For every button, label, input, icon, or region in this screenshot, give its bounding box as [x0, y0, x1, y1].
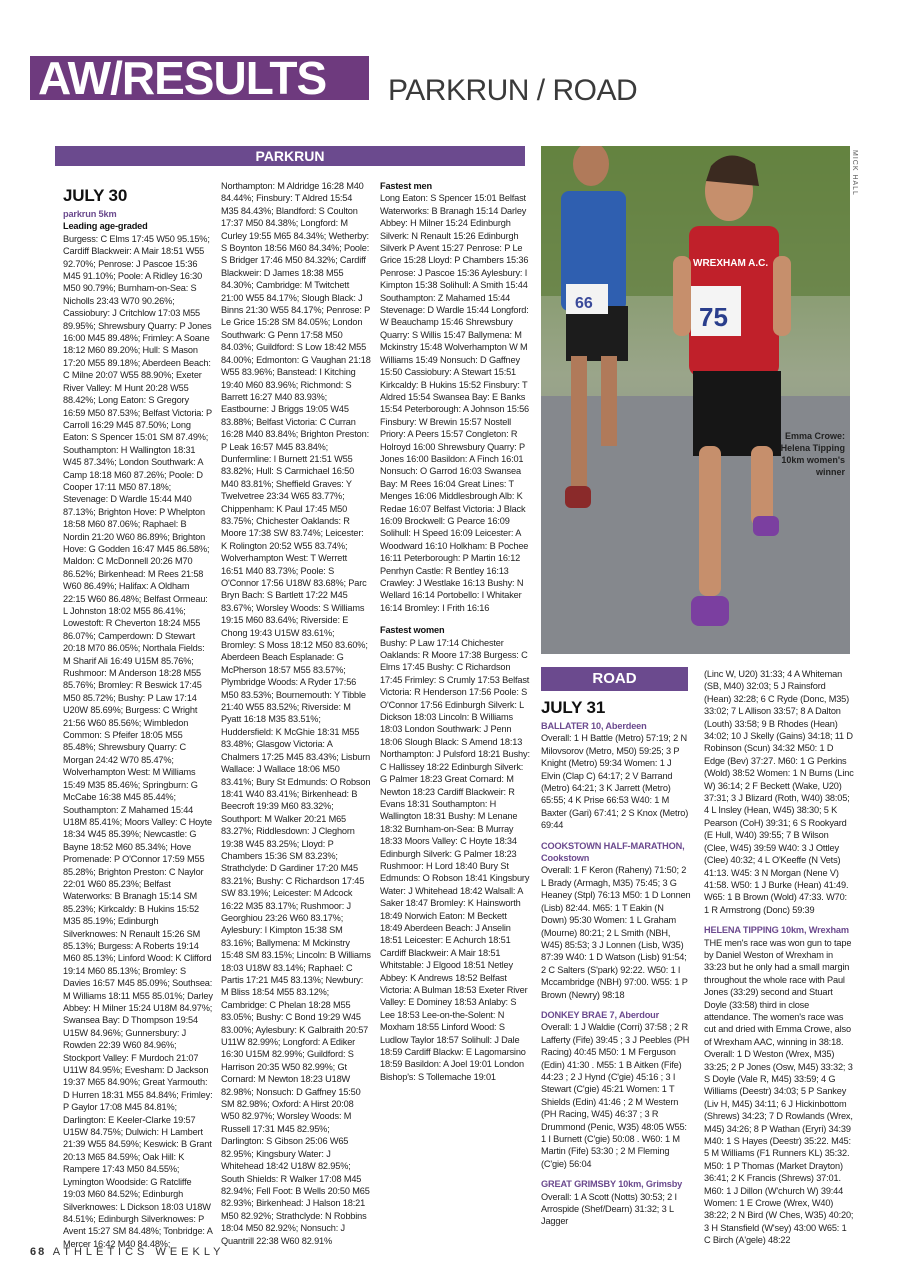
page-number: 68 — [30, 1246, 47, 1258]
road-banner: ROAD — [541, 667, 688, 691]
race-results: (Linc W, U20) 31:33; 4 A Whiteman (SB, M40) 32:03; 5 J Rainsford (Hean) 32:28; 6 C Ryde (Donc, M35) 33:02; 7 L Allison 33:57; 8 A Dalton (Louth) 33:58; 9 B Rhodes (Hean) 34:02; 10 J Skelly (Gains) 34:18; 11 D Robinson (Scun) 34:32 M50: 1 D Edge (Bev) 37:27. M60: 1 G Perkins (Wold) 38:52 Women: 1 N Burns (Linc W) 36:14; 2 F Beckett (Wake, U20) 37:31; 3 J Blizard (Roth, W40) 38:05; 4 L Insley (Hean, W45) 38:30; 5 K Pearson (CoH) 39:31; 6 S Rookyard (E Hull, W40) 39:55; 7 B Wilson (Clee, W45) 39:59 W40: 3 J Ottley (Clee) 40:32; 4 L O'Keeffe (N Vets) 41:13. W45: 3 N Morgan (Nene V) 41:58. W50: 1 J Burke (Hean) 41:49. W65: 1 B Brown (Wold) 47:33. W70: 1 R Armstrong (Donc) 59:39 — [704, 669, 854, 915]
vest-club-text: WREXHAM A.C. — [693, 258, 769, 269]
parkrun-column-2 — [221, 180, 371, 1247]
results-text: Burgess: C Elms 17:45 W50 95.15%; Cardiff Blackweir: A Mair 18:51 W55 92.70%; Penrose: J Pascoe 15:36 M45 91.10%; Poole: A Ridley 16:30 M50 90.79%; Burnham-on-Sea: S Nicholls 23:43 W70 90.26%; Cassiobury: J Critchlow 17:03 M55 89.95%; Shrewsbury Quarry: P Jones 16:00 M45 89.48%; Frimley: A Soane 18:12 M60 89.20%; Hull: S Mason 17:20 M55 89.18%; Aberdeen Beach: C Milne 20:07 W55 88.90%; Exeter River Valley: M Hunt 20:28 W55 88.42%; Long Eaton: S Gregory 16:59 M50 87.53%; Belfast Victoria: P Carroll 16:29 M45 87.50%; Long Eaton: S Spencer 15:01 SM 87.49%; Southampton: H Wallington 18:31 W45 87.34%; London Southwark: A Camp 18:18 M60 87.26%; Poole: D Cooper 17:11 M50 87.18%; Stevenage: D Wardle 15:44 M40 87.13%; Brighton Hove: P Whelpton 18:58 M60 87.06%; Raphael: B Nordin 21:20 W60 86.89%; Brighton Hove: G Godden 16:47 M45 86.58%; Maldon: C McDonnell 20:26 M70 86.52%; Birkenhead: M Rees 21:58 W60 86.49%; Halifax: A Oldham 22:15 W60 86.48%; Belfast Ormeau: L Johnston 18:02 M55 86.41%; Lowestoft: R Cheverton 18:24 M55 86.07%; Camperdown: D Stewart 20:18 M70 86.05%; Northala Fields: M Sharif Ali 16:49 U15M 85.76%; Rushmoor: M Anderson 18:28 M55 85.76%; Bromley: R Beswick 17:45 M50 85.72%; Bushy: P Law 17:14 U20W 85.69%; Burgess: C Wright 21:56 W60 85.56%; Wimbledon Common: S Pfeifer 18:05 M55 85.48%; Shrewsbury Quarry: C Morgan 24:42 W70 85.47%; Wolverhampton West: M Williams 15:49 M35 85.46%; Springburn: G McCabe 16:38 M45 85.44%; Southampton: Z Mahamed 15:44 U18M 85.41%; Moors Valley: C Hoyte 18:34 W45 85.39%; Newcastle: G Bayne 18:52 M60 85.34%; Hove Promenade: P O'Connor 17:59 M55 85.28%; Brighton Preston: C Naylor 22:01 W60 85.23%; Belfast Waterworks: B Branagh 15:14 SM 85.23%; Kirkcaldy: B Hukins 15:52 M35 85.19%; Edinburgh Silverknowes: N Renault 15:26 SM 85.13%; Burgess: A Roberts 19:14 M60 85.13%; Linford Wood: K Clifford 19:14 M60 85.13%; Bromley: S Davies 16:57 M45 85.09%; Southsea: M Williams 18:11 M55 85.01%; Darley Abbey: H Milner 15:24 U18M 84.97%; Swansea Bay: D Thompson 19:54 U15W 84.96%; Gunnersbury: J Rowden 22:39 W60 84.96%; Stockport Valley: F Murdoch 21:07 U11W 84.95%; Evesham: D Jackson 19:37 M65 84.90%; Great Yarmouth: D Hurren 18:31 M55 84.84%; Frimley: P Gaylor 17:08 M45 84.81%; Darlington: E Keeler-Clarke 19:57 U15W 84.75%; Dulwich: H Lambert 21:39 W55 84.59%; Keswick: B Grant 20:13 M65 84.59%; Oak Hill: K Rampere 17:43 M50 84.55%; Lymington Woodside: G Ratcliffe 19:03 M60 84.52%; Edinburgh Silverknowes: L Dickson 18:03 U18W 84.51%; Edinburgh Silverknowes: P Avent 15:27 SM 84.48%; Tonbridge: A Mercer 16:42 M40 84.48%; — [63, 233, 213, 1249]
runners-photo-illustration — [541, 146, 850, 654]
page-footer — [30, 1246, 225, 1258]
road-column-2 — [704, 668, 854, 1247]
fastest-women-heading: Fastest women — [380, 625, 445, 636]
logo-results: RESULTS — [121, 52, 327, 104]
logo-slash: / — [110, 52, 122, 104]
right-bib-number: 75 — [699, 302, 728, 332]
race-title: GREAT GRIMSBY 10km, Grimsby — [541, 1179, 683, 1190]
photo-credit: MICK HALL — [851, 150, 858, 196]
fastest-men-list: Long Eaton: S Spencer 15:01 Belfast Waterworks: B Branagh 15:14 Darley Abbey: H Milner 15:24 Edinburgh Silverk: N Renault 15:26 Edinburgh Silverk P Avent 15:27 Penrose: P Le Grice 15:28 Lloyd: P Chambers 15:36 Penrose: J Pascoe 15:36 Aylesbury: I Kimpton 15:38 Solihull: A Smith 15:44 Southampton: Z Mahamed 15:44 Stevenage: D Wardle 15:44 Longford: W Beauchamp 15:46 Shrewsbury Quarry: S Willis 15:47 Ballymena: M Mckinstry 15:48 Wolverhampton W M Williams 15:49 Nonsuch: D Gaffney 15:50 Cassiobury: A Stewart 15:51 Kirkcaldy: B Hukins 15:52 Finsbury: T Aldred 15:54 Swansea Bay: E Banks 15:54 Peterborough: A Johnson 15:56 Finsbury: W Brewin 15:57 Nostell Priory: A Peers 15:57 Congleton: R Holroyd 16:00 Shrewsbury Quarry: P Jones 16:00 Basildon: A Finch 16:01 Nonsuch: O Garrod 16:03 Swansea Bay: M Rees 16:04 Great Lines: T Menges 16:06 Middlesbrough Alb: K Redae 16:07 Belfast Victoria: J Black 16:09 Brockwell: G Pearce 16:09 Solihull: H Speed 16:09 Leicester: A Woodward 16:10 Holkham: B Pochee 16:11 Peterborough: P Martin 16:12 Penrhyn Castle: R Bentley 16:13 Crawley: J Westlake 16:13 Bushy: N Wellard 16:14 Portobello: I Whitaker 16:14 Bromley: I Frith 16:16 — [380, 193, 530, 613]
road-column-1 — [541, 698, 691, 1228]
section-title: PARKRUN / ROAD — [388, 74, 638, 107]
magazine-name: ATHLETICS WEEKLY — [52, 1246, 225, 1258]
race-title: HELENA TIPPING 10km, Wrexham — [704, 925, 849, 936]
aw-results-logo — [30, 52, 369, 104]
event-name: parkrun 5km — [63, 209, 117, 219]
race-results: Overall: 1 J Waldie (Corri) 37:58 ; 2 R Lafferty (Fife) 39:45 ; 3 J Peebles (PH Racing) 40:45 M50: 1 M Ferguson (Edin) 41:30 . M55: 1 B Aitken (Fife) 44:23 ; 2 J Hynd (C'gie) 45:16 ; 3 I Stewart (C'gie) 45:21 Women: 1 T Shields (Edin) 41:46 ; 2 M Western (PH Racing, W45) 46:37 ; 3 R Drummond (Penic, W35) 48:05 W55: 1 I Burnett (C'gie) 50:08 . W60: 1 M Martin (Fife) 53:30 ; 2 M Fleming (C'gie) 56:04 — [541, 1022, 690, 1169]
parkrun-banner: PARKRUN — [55, 146, 525, 166]
date-heading: JULY 31 — [541, 698, 606, 717]
fastest-men-heading: Fastest men — [380, 181, 432, 191]
race-results: Overall: 1 A Scott (Notts) 30:53; 2 I Arrospide (Shef/Dearn) 31:32; 3 L Jagger — [541, 1191, 677, 1227]
race-title: BALLATER 10, Aberdeen — [541, 721, 647, 731]
photo-caption: Emma Crowe: Helena Tipping 10km women's winner — [780, 431, 845, 477]
date-heading: JULY 30 — [63, 186, 128, 205]
race-results: Overall: 1 F Keron (Raheny) 71:50; 2 L Brady (Armagh, M35) 75:45; 3 G Heaney (Stpl) 76:13 M50: 1 D Lonnen (Lisb) 82:44. M65: 1 T Eakin (N Down) 95:30 Women: 1 L Graham (Mourne) 80:21; 2 L Smith (NBH, W45) 85:53; 3 J Lonnen (Lisb, W35) 87:39 W40: 1 D Watson (Lisb) 91:54; 2 C Salters (S'park) 92:22. W50: 1 I Mccambridge (NBH) 97:00. W55: 1 P Brown (Newry) 98:18 — [541, 865, 691, 1000]
parkrun-column-3 — [380, 180, 530, 1083]
fastest-women-list: Bushy: P Law 17:14 Chichester Oaklands: R Moore 17:38 Burgess: C Elms 17:45 Bushy: C Richardson 17:45 Frimley: S Crumly 17:53 Belfast Victoria: R Henderson 17:56 Poole: S O'Connor 17:56 Edinburgh Silverk: L Dickson 18:03 Lincoln: B Williams 18:03 London Southwark: J Penn 18:06 Slough Black: S Amend 18:13 Northampton: J Pulsford 18:21 Bushy: C Hallissey 18:22 Edinburgh Silverk: G Palmer 18:23 Great Cornard: M Newton 18:23 Cardiff Blackweir: R Evans 18:31 Southampton: H Wallington 18:31 Bushy: M Lenane 18:32 Burnham-on-Sea: B Murray 18:33 Moors Valley: C Hoyte 18:34 Edinburgh Silverk: G Palmer 18:23 Rushmoor: H Lord 18:40 Bury St Edmunds: O Robson 18:41 Kingsbury Water: J Whitehead 18:42 Walsall: A Saker 18:47 Bromley: K Hainsworth 18:49 Norwich Eaton: M Beckett 18:49 Aberdeen Beach: J Anselin 18:51 Leicester: E Achurch 18:51 Cardiff Blackweir: A Mair 18:51 Whitstable: J Elgood 18:51 Netley Abbey: K Andrews 18:52 Belfast Victoria: A Bulman 18:53 Exeter River Valley: E Dominey 18:53 Anlaby: S Lee 18:53 Lee-on-the-Solent: N Moxham 18:55 Linford Wood: S Ludlow Taylor 18:57 Solihull: J Dale 18:59 Cardiff Blackw: E Lagomarsino 18:59 Basildon: A Joel 19:01 London Bishop's: S Tollemache 19:01 — [380, 637, 530, 1082]
race-title: DONKEY BRAE 7, Aberdour — [541, 1009, 660, 1020]
logo-aw: AW — [38, 52, 111, 104]
parkrun-column-1 — [63, 186, 213, 1250]
race-photo — [541, 146, 850, 654]
results-text: Northampton: M Aldridge 16:28 M40 84.44%; Finsbury: T Aldred 15:54 M35 84.43%; Blandford: S Coulton 17:37 M50 84.38%; Longford: M Curley 19:55 M65 84.34%; Wetherby: S Boynton 18:56 M60 84.34%; Poole: S Bridger 17:46 M50 84.32%; Cardiff Blackweir: D James 18:38 M55 84.30%; Cambridge: M Twitchett 21:00 W55 84.17%; Slough Black: J Binns 21:30 W55 84.17%; Penrose: P Le Grice 15:28 SM 84.05%; London Southwark: G Penn 17:58 M50 84.03%; Guildford: S Low 18:42 M55 84.00%; Edmonton: G Vaughan 21:18 W55 83.96%; Banstead: I Kitching 19:40 M60 83.96%; Richmond: S Barrett 16:27 M40 83.93%; Eastbourne: J Briggs 19:05 W45 83.88%; Belfast Victoria: C Curran 16:28 M40 83.84%; Brighton Preston: P Leak 16:57 M45 83.84%; Dunfermline: I Burnett 21:51 W55 83.82%; Hull: S Carmichael 16:50 M40 83.81%; Sheffield Graves: Y Twelvetree 23:34 W65 83.77%; Chippenham: K Paul 17:45 M50 83.75%; Chichester Oaklands: R Moore 17:38 SW 83.74%; Leicester: K Rolington 20:52 W55 83.74%; Wolverhampton West: T Werrett 16:51 M40 83.73%; Poole: S O'Connor 17:56 U18W 83.68%; Parc Bryn Bach: S Bartlett 17:22 M45 83.67%; Worsley Woods: S Williams 19:15 M60 83.64%; Riverside: E Chong 19:43 U15W 83.61%; Bromley: S Moss 18:12 M50 83.60%; Aberdeen Beach Esplanade: G McPherson 18:57 M55 83.57%; Plymbridge Woods: A Ryder 17:56 M50 83.53%; Bournemouth: Y Tibble 21:40 W55 83.52%; Riverside: M Pyatt 16:18 M35 83.51%; Huddersfield: K McGhie 18:31 M55 83.48%; Glasgow Victoria: A Chalmers 17:25 M45 83.43%; Lisburn Wallace: J Wallace 18:06 M50 83.41%; Bury St Edmunds: O Robson 18:41 W40 83.41%; Birkenhead: B Beecroft 19:39 M60 83.32%; Southport: M Walker 20:21 M65 83.27%; Riddlesdown: J Cleghorn 19:38 W45 83.25%; Lloyd: P Chambers 15:36 SM 83.23%; Strathclyde: D Gardiner 17:20 M45 83.21%; Bushy: C Richardson 17:45 SW 83.19%; Leicester: M Adcock 16:22 M35 83.17%; Rushmoor: J Georghiou 23:26 W60 83.17%; Aylesbury: I Kimpton 15:38 SM 83.16%; Ballymena: M Mckinstry 15:48 SM 83.15%; Lincoln: B Williams 18:03 U18W 83.14%; Raphael: C Partis 17:21 M45 83.13%; Newbury: M Bliss 18:54 M55 83.12%; Cambridge: C Phelan 18:28 M55 83.05%; Bushy: C Bond 19:29 W45 83.00%; Aylesbury: K Galbraith 20:57 U11W 82.99%; Longford: A Ediker 16:30 U15M 82.99%; Guildford: S Harrison 20:35 W50 82.99%; Gt Cornard: M Newton 18:23 U18W 82.98%; Nonsuch: D Gaffney 15:50 SM 82.98%; Oxford: A Hirst 20:08 W50 82.97%; Worsley Woods: M Russell 17:31 M45 82.95%; Darlington: S Gibson 25:06 W65 82.95%; Kingsbury Water: J Whitehead 18:42 U18W 82.95%; South Shields: R Walker 17:08 M45 82.94%; Fell Foot: B Wells 20:50 M65 82.93%; Birkenhead: J Halson 18:21 M50 82.92%; Strathclyde: N Robbins 18:04 M50 82.92%; Nonsuch: J Quantrill 22:38 W60 82.91% — [221, 181, 371, 1246]
race-title: COOKSTOWN HALF-MARATHON, Cookstown — [541, 840, 685, 864]
race-results: Overall: 1 H Battle (Metro) 57:19; 2 N Milovsorov (Metro, M50) 59:25; 3 P Knight (Metro) 59:34 Women: 1 J Elvin (Clap C) 64:17; 2 V Barrand (Metro) 64:21; 3 K Jarrett (Metro) 65:55; 4 K Prise 66:53 W40: 1 M Baxter (Gari) 67:41; 2 S Knox (Metro) 69:44 — [541, 733, 689, 831]
intro-heading: Leading age-graded — [63, 221, 148, 232]
race-results: THE men's race was won gun to tape by Daniel Weston of Wrexham in 33:23 but he only had a small margin throughout the whole race with Paul Jones (33:29) second and Stuart Doyle (33:58) third in close attendance. The women's race was cut and dried with Emma Crowe, also of Wrexham AAC, winning in 38:18. Overall: 1 D Weston (Wrex, M35) 33:25; 2 P Jones (Osw, M45) 33:32; 3 S Doyle (Vale R, M45) 33:59; 4 G Williams (Deestr) 34:03; 5 P Sankey (Liv H, M45) 34:11; 6 J Hickinbottom (Shrews) 34:23; 7 D Rowlands (Wrex, M45) 34:26; 8 P Wathan (Eryri) 34:39 M40: 1 S Hayes (Deestr) 35:22. M45: 5 M Williams (F1 Runners KL) 35:32. M50: 1 P Thomas (Market Drayton) 36:41; 2 K Francis (Shrews) 37:01. M60: 1 J Dillon (W'church W) 39:44 Women: 1 E Crowe (Wrex, W40) 38:22; 2 N Bird (W Ches, W35) 40:20; 3 H Stansfield (W'sey) 43:00 W65: 1 C Birch (A'gele) 48:22 — [704, 937, 854, 1246]
left-bib-number: 66 — [575, 295, 593, 312]
